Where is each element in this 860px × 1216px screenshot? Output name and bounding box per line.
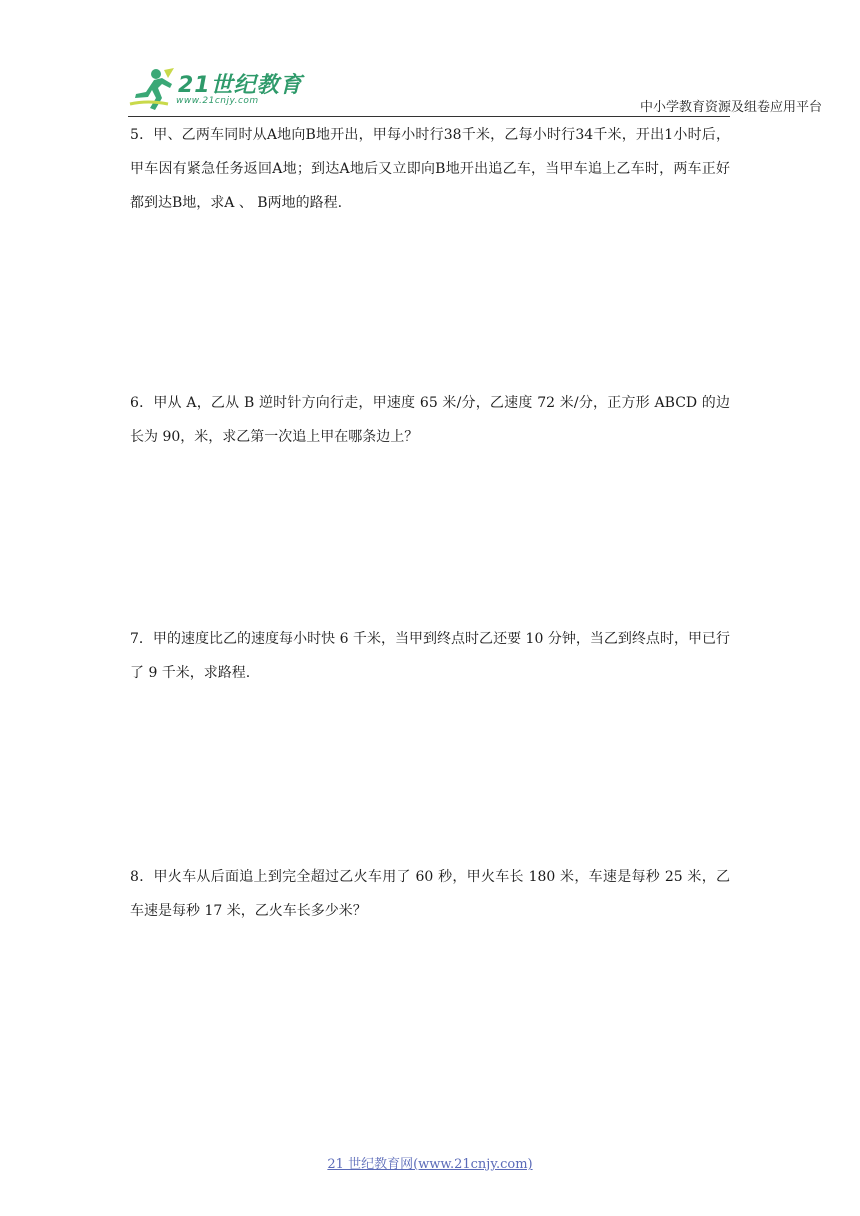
footer-link[interactable]: 21 世纪教育网(www.21cnjy.com) [327, 1157, 533, 1172]
header-divider [128, 116, 730, 117]
question-5: 5．甲、乙两车同时从A地向B地开出，甲每小时行38千米，乙每小时行34千米，开出1小时后，甲车因有紧急任务返回A地；到达A地后又立即向B地开出追乙车，当甲车追上乙车时，两车正好都到达B地，求A 、 B两地的路程. [130, 127, 730, 211]
question-6: 6．甲从 A，乙从 B 逆时针方向行走，甲速度 65 米/分，乙速度 72 米/分，正方形 ABCD 的边长为 90，米，求乙第一次追上甲在哪条边上？ [130, 395, 730, 445]
site-logo[interactable] [128, 66, 303, 114]
runner-logo-icon [128, 66, 176, 112]
question-7: 7．甲的速度比乙的速度每小时快 6 千米，当甲到终点时乙还要 10 分钟，当乙到终点时，甲已行了 9 千米，求路程. [130, 631, 730, 681]
page-header [0, 0, 860, 120]
logo-text: 21世纪教育 [178, 73, 303, 98]
page-footer [0, 1153, 860, 1172]
platform-name: 中小学教育资源及组卷应用平台 [639, 100, 822, 115]
question-8: 8．甲火车从后面追上到完全超过乙火车用了 60 秒，甲火车长 180 米，车速是每秒 25 米，乙车速是每秒 17 米，乙火车长多少米？ [130, 869, 730, 919]
logo-url: www.21cnjy.com [176, 96, 259, 106]
